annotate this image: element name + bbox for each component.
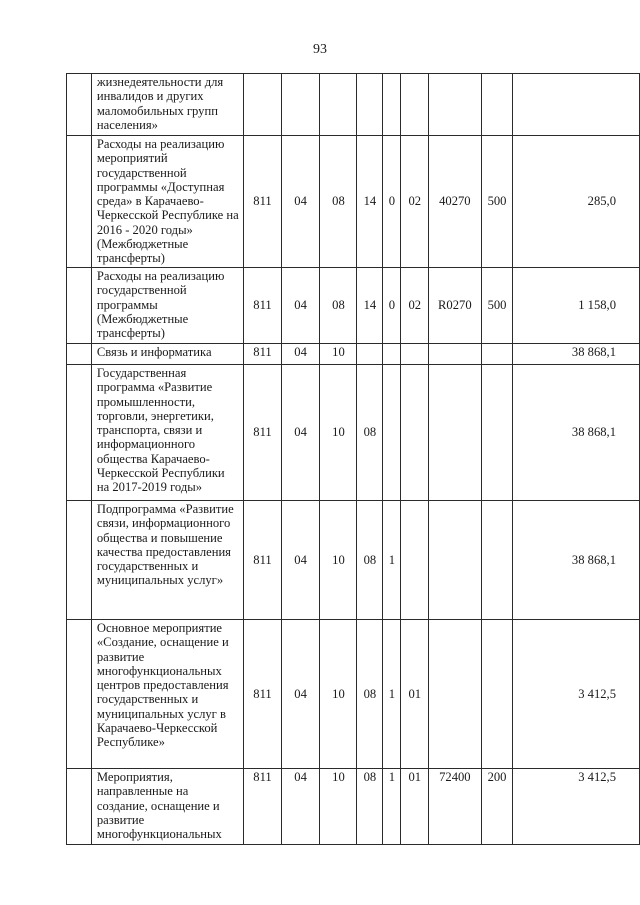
cell-program: 08 — [357, 365, 383, 501]
cell-section — [281, 74, 320, 136]
cell-expense-type: 200 — [481, 769, 513, 845]
cell-direction — [429, 74, 481, 136]
cell-subsection — [320, 74, 357, 136]
cell-direction — [429, 344, 481, 365]
cell-amount: 3 412,5 — [513, 620, 640, 769]
blank-cell — [67, 501, 92, 620]
table-row — [67, 620, 640, 769]
cell-expense-type: 500 — [481, 136, 513, 268]
cell-amount: 38 868,1 — [513, 501, 640, 620]
cell-subprogram — [383, 74, 401, 136]
cell-expense-type — [481, 74, 513, 136]
cell-ministry — [244, 74, 281, 136]
cell-ministry: 811 — [244, 268, 281, 344]
blank-cell — [67, 268, 92, 344]
blank-cell — [67, 365, 92, 501]
cell-ministry: 811 — [244, 620, 281, 769]
cell-ministry: 811 — [244, 365, 281, 501]
cell-section: 04 — [281, 136, 320, 268]
cell-subprogram: 0 — [383, 268, 401, 344]
cell-subprogram — [383, 344, 401, 365]
cell-amount: 1 158,0 — [513, 268, 640, 344]
cell-section: 04 — [281, 620, 320, 769]
cell-expense-type — [481, 501, 513, 620]
row-name: Государственная программа «Развитие промышленности, торговли, энергетики, транспорта, связи и информационного общества Карачаево-Черкесской Республики на 2017-2019 годы» — [91, 365, 243, 501]
blank-cell — [67, 74, 92, 136]
row-name: Основное мероприятие «Создание, оснащение и развитие многофункциональных центров предоставления государственных и муниципальных услуг в Карачаево-Черкесской Республике» — [91, 620, 243, 769]
cell-activity — [401, 74, 429, 136]
row-name: жизнедеятельности для инвалидов и других маломобильных групп населения» — [91, 74, 243, 136]
cell-program: 14 — [357, 136, 383, 268]
cell-expense-type — [481, 620, 513, 769]
table-row — [67, 74, 640, 136]
row-name: Расходы на реализацию государственной программы (Межбюджетные трансферты) — [91, 268, 243, 344]
row-name: Расходы на реализацию мероприятий государственной программы «Доступная среда» в Карачаево-Черкесской Республике на 2016 - 2020 годы» (Межбюджетные трансферты) — [91, 136, 243, 268]
cell-amount: 285,0 — [513, 136, 640, 268]
cell-program — [357, 74, 383, 136]
cell-program — [357, 344, 383, 365]
table-row — [67, 501, 640, 620]
cell-program: 08 — [357, 620, 383, 769]
cell-subprogram: 1 — [383, 769, 401, 845]
cell-program: 08 — [357, 769, 383, 845]
cell-direction — [429, 501, 481, 620]
cell-amount — [513, 74, 640, 136]
cell-direction: R0270 — [429, 268, 481, 344]
cell-activity: 01 — [401, 769, 429, 845]
blank-cell — [67, 344, 92, 365]
cell-program: 08 — [357, 501, 383, 620]
blank-cell — [67, 136, 92, 268]
cell-subsection: 10 — [320, 620, 357, 769]
row-name: Подпрограмма «Развитие связи, информационного общества и повышение качества предоставления государственных и муниципальных услуг» — [91, 501, 243, 620]
cell-ministry: 811 — [244, 344, 281, 365]
cell-ministry: 811 — [244, 136, 281, 268]
cell-section: 04 — [281, 769, 320, 845]
table-row — [67, 136, 640, 268]
cell-section: 04 — [281, 344, 320, 365]
cell-subsection: 08 — [320, 136, 357, 268]
cell-subprogram: 1 — [383, 620, 401, 769]
cell-activity — [401, 365, 429, 501]
table-row — [67, 365, 640, 501]
budget-table — [66, 73, 640, 845]
cell-activity — [401, 344, 429, 365]
blank-cell — [67, 769, 92, 845]
cell-section: 04 — [281, 365, 320, 501]
cell-subsection: 10 — [320, 344, 357, 365]
cell-expense-type: 500 — [481, 268, 513, 344]
cell-direction: 72400 — [429, 769, 481, 845]
cell-ministry: 811 — [244, 769, 281, 845]
cell-subsection: 10 — [320, 769, 357, 845]
cell-activity: 01 — [401, 620, 429, 769]
table-row — [67, 344, 640, 365]
row-name: Мероприятия, направленные на создание, оснащение и развитие многофункциональных — [91, 769, 243, 845]
cell-section: 04 — [281, 501, 320, 620]
cell-amount: 38 868,1 — [513, 344, 640, 365]
cell-program: 14 — [357, 268, 383, 344]
cell-subprogram: 0 — [383, 136, 401, 268]
cell-direction — [429, 620, 481, 769]
cell-direction — [429, 365, 481, 501]
cell-subprogram: 1 — [383, 501, 401, 620]
cell-subsection: 10 — [320, 501, 357, 620]
blank-cell — [67, 620, 92, 769]
cell-subprogram — [383, 365, 401, 501]
cell-subsection: 10 — [320, 365, 357, 501]
page-number: 93 — [313, 42, 327, 57]
cell-expense-type — [481, 344, 513, 365]
cell-direction: 40270 — [429, 136, 481, 268]
cell-ministry: 811 — [244, 501, 281, 620]
cell-activity: 02 — [401, 136, 429, 268]
cell-activity: 02 — [401, 268, 429, 344]
cell-amount: 38 868,1 — [513, 365, 640, 501]
cell-expense-type — [481, 365, 513, 501]
cell-amount: 3 412,5 — [513, 769, 640, 845]
cell-activity — [401, 501, 429, 620]
row-name: Связь и информатика — [91, 344, 243, 365]
cell-section: 04 — [281, 268, 320, 344]
table-row — [67, 268, 640, 344]
table-row — [67, 769, 640, 845]
cell-subsection: 08 — [320, 268, 357, 344]
